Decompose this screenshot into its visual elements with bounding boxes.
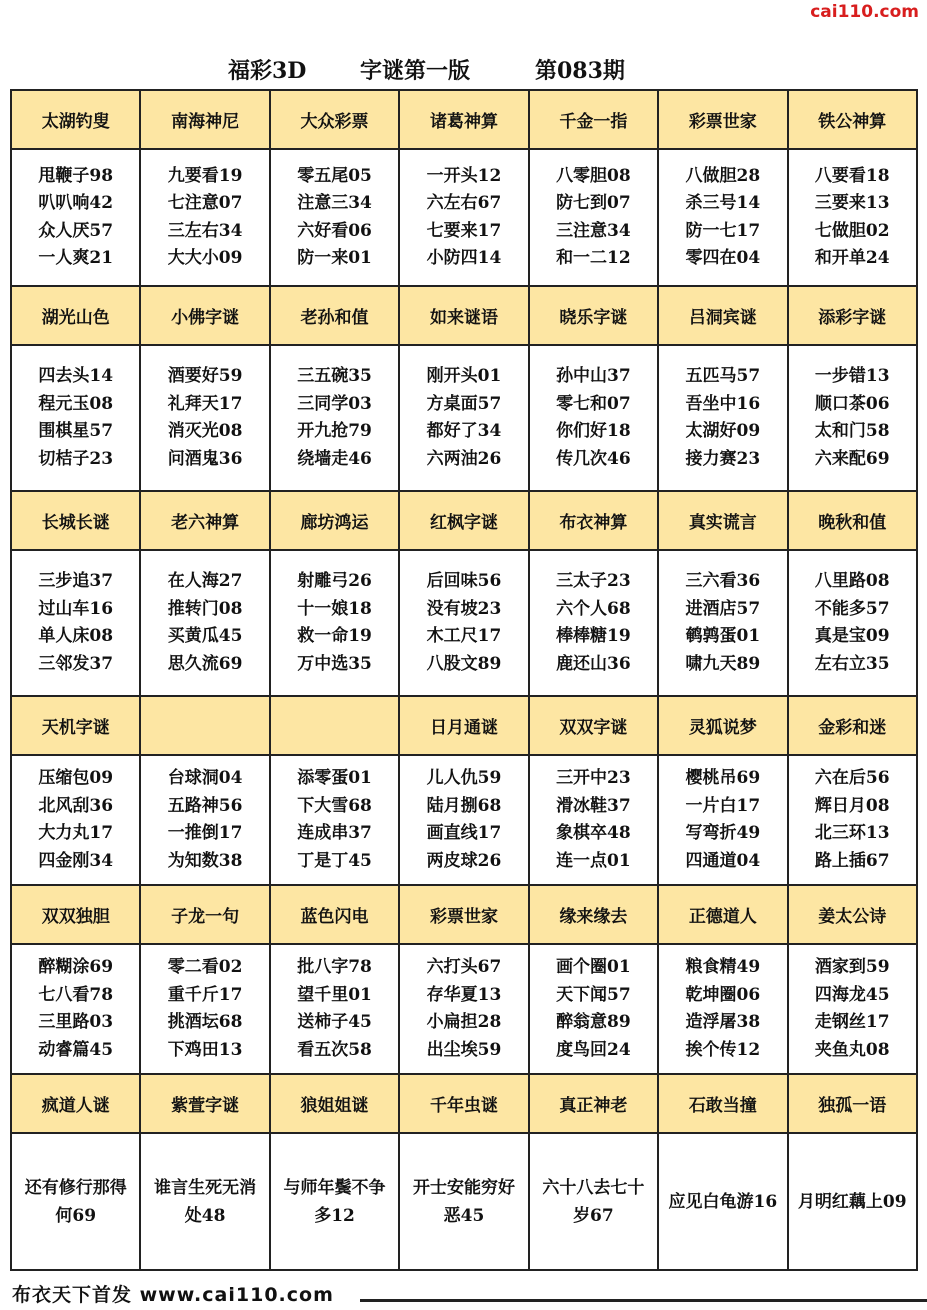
- riddle-entry: 问酒鬼36: [167, 448, 243, 469]
- riddle-entry: 四海龙45: [814, 984, 890, 1005]
- riddle-entry: 三六看36: [685, 571, 761, 591]
- column-header: 湖光山色: [11, 286, 140, 345]
- column-header: 如来谜语: [399, 286, 528, 345]
- column-header: 廊坊鸿运: [270, 491, 399, 550]
- riddle-entry: 醉翁意89: [556, 1012, 631, 1032]
- entries-row: [11, 1133, 917, 1270]
- column-header: 真正神老: [529, 1074, 658, 1133]
- riddle-entry: 七注意07: [167, 193, 243, 213]
- riddle-entry: 八股文89: [426, 653, 502, 674]
- riddle-entry: 一推倒17: [167, 823, 243, 843]
- riddle-entry: 丁是丁45: [297, 850, 372, 871]
- footer-divider: [360, 1299, 927, 1302]
- riddle-entry: 滑冰鞋37: [556, 795, 631, 816]
- riddle-entry: 进酒店57: [685, 598, 761, 619]
- column-header: 吕洞宾谜: [658, 286, 787, 345]
- riddle-entry: 和一二12: [556, 248, 631, 268]
- riddle-entry: 夹鱼丸08: [814, 1039, 890, 1060]
- riddle-entry: 甩鞭子98: [38, 165, 114, 186]
- riddle-entry: 台球洞04: [167, 768, 243, 788]
- entries-row: [11, 944, 917, 1074]
- riddle-entry: 六好看06: [297, 220, 372, 241]
- riddle-entry: 大大小09: [167, 248, 243, 268]
- column-header: 大众彩票: [270, 90, 399, 149]
- column-header: 金彩和迷: [788, 696, 917, 755]
- column-header: 真实谎言: [658, 491, 787, 550]
- entry-cell: [270, 550, 399, 696]
- riddle-entry: 叭叭响42: [38, 193, 114, 213]
- riddle-entry: 儿人仇59: [426, 768, 502, 788]
- riddle-entry: 下鸡田13: [167, 1039, 243, 1060]
- riddle-entry: 切桔子23: [38, 448, 114, 469]
- entries-row: [11, 149, 917, 286]
- entry-cell: [11, 149, 140, 286]
- riddle-entry: 三同学03: [297, 393, 372, 414]
- entry-cell: [529, 149, 658, 286]
- column-header: 灵狐说梦: [658, 696, 787, 755]
- column-header: 千金一指: [529, 90, 658, 149]
- riddle-entry: 还有修行那得何69: [24, 1177, 127, 1226]
- column-header: 太湖钓叟: [11, 90, 140, 149]
- column-header: 正德道人: [658, 885, 787, 944]
- site-logo: cai110.com: [810, 2, 919, 22]
- riddle-entry: 两皮球26: [426, 850, 502, 871]
- riddle-entry: 醉糊涂69: [38, 957, 114, 977]
- riddle-entry: 推转门08: [167, 598, 243, 619]
- riddle-entry: 北风刮36: [38, 795, 114, 816]
- entry-cell: [140, 550, 269, 696]
- entry-cell: [529, 1133, 658, 1270]
- riddle-entry: 挨个传12: [685, 1039, 761, 1060]
- riddle-entry: 连一点01: [556, 850, 631, 871]
- column-header: 天机字谜: [11, 696, 140, 755]
- column-header: 长城长谜: [11, 491, 140, 550]
- title-edition: 字谜第一版: [360, 58, 471, 84]
- riddle-entry: 零五尾05: [297, 165, 372, 186]
- riddle-entry: 一开头12: [426, 165, 502, 186]
- riddle-entry: 不能多57: [814, 598, 890, 619]
- riddle-entry: 太和门58: [814, 421, 890, 441]
- entry-cell: [140, 755, 269, 885]
- riddle-entry: 七八看78: [38, 984, 114, 1005]
- column-header: 小佛字谜: [140, 286, 269, 345]
- riddle-entry: 鹿还山36: [556, 653, 631, 674]
- entry-cell: [529, 550, 658, 696]
- riddle-entry: 画个圈01: [556, 957, 631, 977]
- entry-cell: [529, 944, 658, 1074]
- riddle-entry: 防七到07: [556, 193, 631, 213]
- riddle-entry: 存华夏13: [426, 984, 502, 1005]
- riddle-entry: 三左右34: [167, 220, 243, 241]
- riddle-entry: 左右立35: [814, 653, 890, 674]
- entry-cell: [11, 755, 140, 885]
- riddle-entry: 酒要好59: [167, 366, 243, 386]
- riddle-entry: 没有坡23: [426, 598, 502, 619]
- entry-cell: [140, 1133, 269, 1270]
- riddle-entry: 零七和07: [556, 393, 631, 414]
- riddle-entry: 出尘埃59: [426, 1039, 502, 1060]
- entry-cell: [140, 345, 269, 491]
- column-header: 石敢当撞: [658, 1074, 787, 1133]
- column-header: 千年虫谜: [399, 1074, 528, 1133]
- riddle-entry: 八做胆28: [685, 165, 761, 186]
- column-header: 日月通谜: [399, 696, 528, 755]
- title-lottery: 福彩3D: [228, 58, 307, 84]
- riddle-entry: 过山车16: [38, 598, 114, 619]
- riddle-entry: 孙中山37: [556, 366, 631, 386]
- riddle-entry: 四去头14: [38, 366, 114, 386]
- riddle-entry: 送柿子45: [297, 1012, 372, 1032]
- column-header: 缘来缘去: [529, 885, 658, 944]
- riddle-entry: 度鸟回24: [556, 1039, 631, 1060]
- riddle-entry: 造浮屠38: [685, 1012, 761, 1032]
- column-header: 独孤一语: [788, 1074, 917, 1133]
- column-header: 狼姐姐谜: [270, 1074, 399, 1133]
- column-header: 姜太公诗: [788, 885, 917, 944]
- riddle-entry: 一步错13: [814, 366, 890, 386]
- riddle-entry: 防一七17: [685, 220, 761, 241]
- title-issue: 第083期: [535, 58, 625, 84]
- riddle-entry: 五匹马57: [685, 366, 761, 386]
- riddle-entry: 挑酒坛68: [167, 1012, 243, 1032]
- riddle-entry: 三太子23: [556, 571, 631, 591]
- riddle-entry: 写弯折49: [685, 823, 761, 843]
- column-header: 子龙一句: [140, 885, 269, 944]
- entry-cell: [140, 944, 269, 1074]
- riddle-entry: 啸九天89: [685, 653, 761, 674]
- column-header: 双双独胆: [11, 885, 140, 944]
- riddle-entry: 绕墙走46: [297, 448, 372, 469]
- riddle-entry: 陆月捌68: [426, 795, 502, 816]
- riddle-grid: [10, 89, 918, 1271]
- riddle-entry: 看五次58: [297, 1039, 372, 1060]
- riddle-entry: 北三环13: [814, 823, 890, 843]
- riddle-entry: 重千斤17: [167, 984, 243, 1005]
- riddle-entry: 注意三34: [297, 193, 372, 213]
- riddle-entry: 后回味56: [426, 571, 502, 591]
- riddle-entry: 和开单24: [814, 248, 890, 268]
- riddle-entry: 五路神56: [167, 795, 243, 816]
- riddle-entry: 太湖好09: [685, 421, 761, 441]
- column-header: [270, 696, 399, 755]
- riddle-entry: 六十八去七十岁67: [542, 1177, 645, 1226]
- column-header: 老孙和值: [270, 286, 399, 345]
- riddle-entry: 万中选35: [297, 653, 372, 674]
- riddle-entry: 六左右67: [426, 193, 502, 213]
- column-header: 双双字谜: [529, 696, 658, 755]
- riddle-entry: 月明红藕上09: [797, 1191, 907, 1212]
- riddle-entry: 六个人68: [556, 598, 631, 619]
- entry-cell: [658, 345, 787, 491]
- column-header: 彩票世家: [658, 90, 787, 149]
- entry-cell: [529, 345, 658, 491]
- riddle-entry: 七做胆02: [814, 220, 890, 241]
- riddle-entry: 十一娘18: [297, 598, 372, 619]
- riddle-entry: 四通道04: [685, 850, 761, 871]
- entry-cell: [11, 1133, 140, 1270]
- riddle-entry: 与师年鬓不争多12: [283, 1177, 386, 1226]
- riddle-entry: 零二看02: [167, 957, 243, 977]
- riddle-entry: 顺口茶06: [814, 393, 890, 414]
- entry-cell: [399, 345, 528, 491]
- column-header: 老六神算: [140, 491, 269, 550]
- riddle-entry: 救一命19: [297, 626, 372, 646]
- entry-cell: [399, 550, 528, 696]
- entry-cell: [11, 944, 140, 1074]
- riddle-entry: 木工尺17: [426, 626, 502, 646]
- riddle-entry: 辉日月08: [814, 795, 890, 816]
- riddle-entry: 八要看18: [814, 165, 890, 186]
- riddle-entry: 画直线17: [426, 823, 502, 843]
- entry-cell: [11, 345, 140, 491]
- riddle-entry: 三邻发37: [38, 653, 114, 674]
- riddle-entry: 三五碗35: [297, 366, 372, 386]
- riddle-entry: 开九抢79: [297, 421, 372, 441]
- column-header: 晚秋和值: [788, 491, 917, 550]
- riddle-entry: 围棋星57: [38, 421, 114, 441]
- header-row: [11, 696, 917, 755]
- riddle-entry: 方桌面57: [426, 393, 502, 414]
- riddle-entry: 六打头67: [426, 957, 502, 977]
- entry-cell: [788, 944, 917, 1074]
- riddle-entry: 八零胆08: [556, 165, 631, 186]
- entry-cell: [270, 1133, 399, 1270]
- entry-cell: [658, 550, 787, 696]
- column-header: 诸葛神算: [399, 90, 528, 149]
- entries-row: [11, 345, 917, 491]
- entry-cell: [658, 149, 787, 286]
- entry-cell: [270, 755, 399, 885]
- entry-cell: [658, 1133, 787, 1270]
- riddle-entry: 应见白龟游16: [668, 1191, 778, 1212]
- column-header: 蓝色闪电: [270, 885, 399, 944]
- column-header: 疯道人谜: [11, 1074, 140, 1133]
- entries-row: [11, 755, 917, 885]
- riddle-entry: 鹌鹑蛋01: [685, 626, 761, 646]
- riddle-entry: 开士安能穷好恶45: [412, 1177, 515, 1226]
- riddle-entry: 连成串37: [297, 823, 372, 843]
- riddle-entry: 压缩包09: [38, 768, 114, 788]
- entry-cell: [399, 149, 528, 286]
- riddle-entry: 小防四14: [426, 248, 502, 268]
- column-header: 铁公神算: [788, 90, 917, 149]
- header-row: [11, 1074, 917, 1133]
- column-header: 红枫字谜: [399, 491, 528, 550]
- riddle-entry: 象棋卒48: [556, 823, 631, 843]
- riddle-entry: 消灭光08: [167, 421, 243, 441]
- riddle-entry: 接力赛23: [685, 448, 761, 469]
- entry-cell: [788, 755, 917, 885]
- riddle-entry: 棒棒糖19: [556, 626, 631, 646]
- riddle-entry: 粮食精49: [685, 957, 761, 977]
- riddle-entry: 在人海27: [167, 571, 243, 591]
- entry-cell: [11, 550, 140, 696]
- riddle-entry: 三开中23: [556, 768, 631, 788]
- riddle-entry: 杀三号14: [685, 193, 761, 213]
- riddle-entry: 三注意34: [556, 220, 631, 241]
- riddle-entry: 下大雪68: [297, 795, 372, 816]
- column-header: 添彩字谜: [788, 286, 917, 345]
- riddle-entry: 乾坤圈06: [685, 984, 761, 1005]
- column-header: 彩票世家: [399, 885, 528, 944]
- riddle-entry: 四金刚34: [38, 850, 114, 871]
- riddle-entry: 路上插67: [814, 850, 890, 871]
- entry-cell: [399, 1133, 528, 1270]
- riddle-entry: 单人床08: [38, 626, 114, 646]
- header-row: [11, 885, 917, 944]
- riddle-entry: 大力丸17: [38, 823, 114, 843]
- riddle-entry: 买黄瓜45: [167, 626, 243, 646]
- riddle-entry: 批八字78: [297, 957, 372, 977]
- riddle-entry: 一人爽21: [38, 248, 114, 268]
- column-header: 布衣神算: [529, 491, 658, 550]
- header-row: [11, 491, 917, 550]
- riddle-entry: 三要来13: [814, 193, 890, 213]
- entry-cell: [399, 755, 528, 885]
- riddle-entry: 小扁担28: [426, 1012, 502, 1032]
- riddle-entry: 六来配69: [814, 448, 890, 469]
- riddle-entry: 六两油26: [426, 448, 502, 469]
- riddle-entry: 众人厌57: [38, 220, 114, 241]
- column-header: 紫萱字谜: [140, 1074, 269, 1133]
- riddle-entry: 你们好18: [556, 421, 631, 441]
- header-row: [11, 90, 917, 149]
- entry-cell: [270, 345, 399, 491]
- entry-cell: [658, 944, 787, 1074]
- riddle-entry: 三里路03: [38, 1012, 114, 1032]
- entry-cell: [788, 149, 917, 286]
- riddle-entry: 酒家到59: [814, 957, 890, 977]
- entry-cell: [140, 149, 269, 286]
- entry-cell: [788, 345, 917, 491]
- entry-cell: [270, 149, 399, 286]
- riddle-entry: 真是宝09: [814, 626, 890, 646]
- riddle-entry: 传几次46: [556, 448, 631, 469]
- riddle-entry: 防一来01: [297, 248, 372, 268]
- riddle-entry: 走钢丝17: [814, 1012, 890, 1032]
- riddle-entry: 七要来17: [426, 220, 502, 241]
- riddle-entry: 一片白17: [685, 795, 761, 816]
- riddle-entry: 程元玉08: [38, 393, 114, 414]
- riddle-entry: 六在后56: [814, 768, 890, 788]
- riddle-entry: 礼拜天17: [167, 393, 243, 414]
- entry-cell: [788, 550, 917, 696]
- riddle-entry: 九要看19: [167, 165, 243, 186]
- riddle-entry: 思久流69: [167, 653, 243, 674]
- riddle-entry: 吾坐中16: [685, 393, 761, 414]
- entry-cell: [658, 755, 787, 885]
- riddle-entry: 望千里01: [297, 984, 372, 1005]
- header-row: [11, 286, 917, 345]
- riddle-entry: 天下闻57: [556, 984, 631, 1005]
- entry-cell: [270, 944, 399, 1074]
- column-header: 晓乐字谜: [529, 286, 658, 345]
- entry-cell: [399, 944, 528, 1074]
- riddle-entry: 谁言生死无消处48: [154, 1177, 257, 1226]
- riddle-entry: 三步追37: [38, 571, 114, 591]
- entry-cell: [529, 755, 658, 885]
- riddle-entry: 刚开头01: [426, 366, 502, 386]
- entries-row: [11, 550, 917, 696]
- entry-cell: [788, 1133, 917, 1270]
- riddle-entry: 动睿篇45: [38, 1039, 114, 1060]
- column-header: 南海神尼: [140, 90, 269, 149]
- riddle-entry: 零四在04: [685, 248, 761, 268]
- riddle-entry: 为知数38: [167, 850, 243, 871]
- riddle-entry: 添零蛋01: [297, 768, 372, 788]
- page-title: [0, 54, 927, 86]
- column-header: [140, 696, 269, 755]
- riddle-entry: 八里路08: [814, 571, 890, 591]
- footer-text: 布衣天下首发 www.cai110.com: [12, 1284, 334, 1306]
- riddle-entry: 射雕弓26: [297, 571, 372, 591]
- riddle-entry: 樱桃吊69: [685, 768, 761, 788]
- riddle-entry: 都好了34: [426, 421, 502, 441]
